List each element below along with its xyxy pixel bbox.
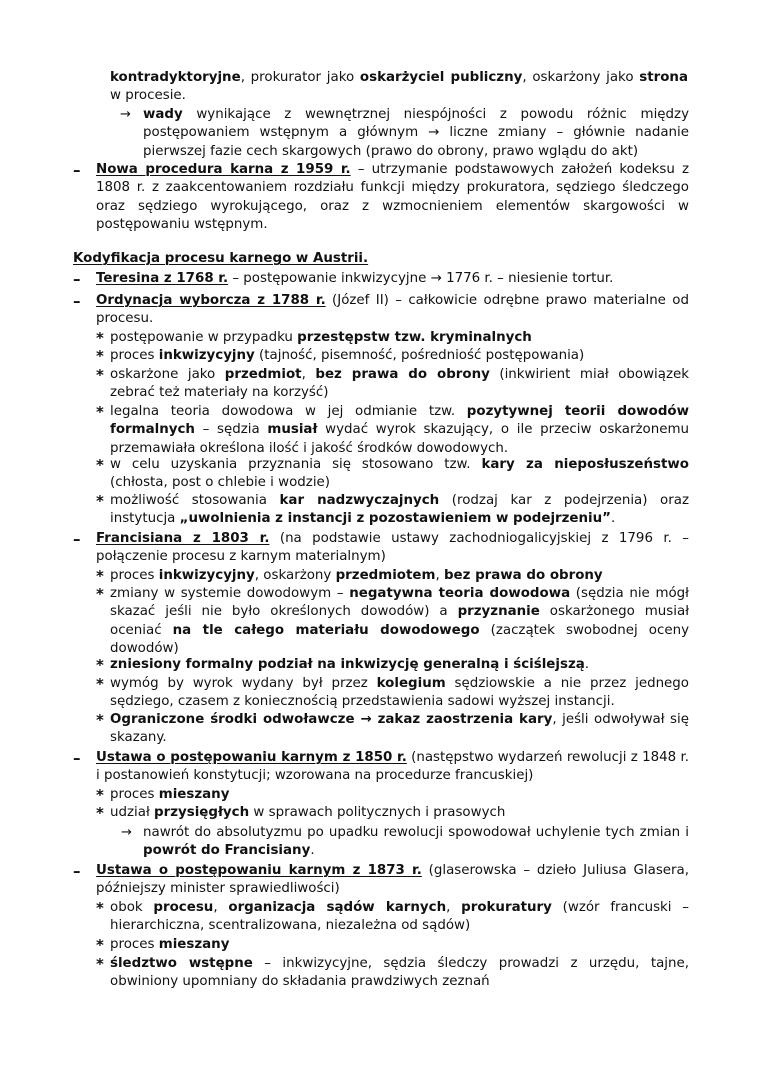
dash-marker: – <box>73 749 81 767</box>
text-run: obok <box>110 900 154 915</box>
text-run: (rodzaj kar z podejrzenia) oraz instytucja <box>110 493 689 527</box>
text-run: , prokurator jako <box>240 70 360 85</box>
list-item <box>110 403 689 458</box>
list-item <box>110 329 689 347</box>
text-run: (inkwirient miał obowiązek zebrać też materiały na korzyść) <box>110 367 690 401</box>
text-run: proces <box>110 348 159 363</box>
star-marker: * <box>96 955 104 973</box>
list-item <box>110 899 689 936</box>
bold-text: wady <box>143 107 183 122</box>
text-run: nawrót do absolutyzmu po upadku rewolucji spowodował uchylenie tych zmian i <box>143 825 689 840</box>
list-item <box>96 270 689 288</box>
text-run: wynikające z wewnętrznej niespójności z powodu różnic między postępowaniem wstępnym a głównym → liczne zmiany – głównie nadanie pierwszej fazie cech skargowych (prawo do obrony, prawo wglądu do akt) <box>143 107 689 159</box>
list-item <box>110 936 689 954</box>
section-heading <box>73 250 673 268</box>
list-item <box>143 106 689 161</box>
dash-marker: – <box>73 292 81 310</box>
bold-text: „uwolnienia z instancji z pozostawieniem w podejrzeniu” <box>179 511 611 527</box>
bold-text: negatywna teoria dowodowa <box>349 586 571 601</box>
underlined-title: Nowa procedura karna z 1959 r. <box>96 162 351 177</box>
text-run: . <box>610 511 616 527</box>
paragraph <box>110 69 688 106</box>
bold-text: mieszany <box>158 787 230 802</box>
list-item <box>110 675 689 712</box>
bold-text: kary za nieposłuszeństwo <box>481 457 689 472</box>
bold-text: prokuratury <box>461 900 552 915</box>
underlined-title: Kodyfikacja procesu karnego w Austrii. <box>73 251 369 266</box>
bold-text: kontradyktoryjne <box>110 70 241 85</box>
list-item <box>110 456 689 493</box>
bold-text: mieszany <box>158 937 230 952</box>
list-item <box>110 492 689 529</box>
star-marker: * <box>96 656 104 674</box>
bold-text: inkwizycyjny <box>158 568 255 583</box>
text-run: – postępowanie inkwizycyjne → 1776 r. – niesienie tortur. <box>228 271 614 286</box>
text-run: , <box>213 900 229 915</box>
text-run: wymóg by wyrok wydany był przez <box>110 676 377 691</box>
list-item <box>110 786 689 804</box>
text-run: (Józef II) – całkowicie odrębne prawo materialne od procesu. <box>96 293 689 327</box>
bold-text: kar nadzwyczajnych <box>279 493 440 508</box>
underlined-title: Ustawa o postępowaniu karnym z 1873 r. <box>96 863 422 878</box>
bold-text: przedmiotem <box>335 568 436 583</box>
text-run: , <box>301 367 316 382</box>
star-marker: * <box>96 936 104 954</box>
text-run: (na podstawie ustawy zachodniogalicyjskiej z 1796 r. – połączenie procesu z karnym materialnym) <box>96 531 690 565</box>
star-marker: * <box>96 585 104 603</box>
text-run: możliwość stosowania <box>110 493 280 508</box>
text-run: , <box>435 568 444 583</box>
list-item <box>96 292 689 329</box>
star-marker: * <box>96 786 104 804</box>
text-run: – utrzymanie podstawowych założeń kodeksu z 1808 r. z zaakcentowaniem rozdziału funkcji między prokuratora, sędziego śledczego oraz sędziego wyrokującego, oraz z wzmocnieniem elementów skargowości w postępowaniu wstępnym. <box>96 162 690 233</box>
bold-text: pozytywnej teorii dowodów formalnych <box>110 404 689 438</box>
text-run: , <box>446 900 462 915</box>
underlined-title: Teresina z 1768 r. <box>96 271 229 286</box>
arrow-marker: → <box>121 825 132 840</box>
text-run: proces <box>110 787 159 802</box>
text-run: , oskarżony <box>254 568 336 583</box>
text-run: zmiany w systemie dowodowym – <box>110 586 350 601</box>
bold-text: zniesiony formalny podział na inkwizycję generalną i ściślejszą <box>110 657 585 672</box>
bold-text: inkwizycyjny <box>158 348 255 363</box>
bold-text: przedmiot <box>224 367 302 382</box>
star-marker: * <box>96 403 104 421</box>
bold-text: powrót do Francisiany <box>143 843 311 859</box>
text-run: wydać wyrok skazujący, o ile przeciw oskarżonemu przemawiała określona ilość i jakość środków dowodowych. <box>110 422 689 456</box>
underlined-title: Francisiana z 1803 r. <box>96 531 270 546</box>
text-run: oskarżone jako <box>110 367 225 382</box>
list-item <box>110 585 689 659</box>
text-run: (chłosta, post o chlebie i wodzie) <box>110 475 330 491</box>
bold-text: oskarżyciel publiczny <box>359 70 523 85</box>
dash-marker: – <box>73 530 81 548</box>
bold-text: organizacja sądów karnych <box>228 900 447 915</box>
text-run: – sędzia <box>194 422 268 438</box>
text-run: legalna teoria dowodowa w jej odmianie tzw. <box>110 404 467 419</box>
star-marker: * <box>96 492 104 510</box>
text-run: w celu uzyskania przyznania się stosowano tzw. <box>110 457 482 472</box>
text-run: (glaserowska – dzieło Juliusa Glasera, późniejszy minister sprawiedliwości) <box>96 863 690 897</box>
bold-text: przestępstw tzw. kryminalnych <box>297 330 532 345</box>
text-run: – inkwizycyjne, sędzia śledczy prowadzi z urzędu, tajne, obwiniony upomniany do składania prawdziwych zeznań <box>110 956 689 990</box>
list-item <box>96 862 689 899</box>
list-item <box>110 567 689 585</box>
arrow-marker: → <box>120 107 131 122</box>
star-marker: * <box>96 711 104 729</box>
bold-text: przysięgłych <box>154 805 250 820</box>
underlined-title: Ordynacja wyborcza z 1788 r. <box>96 293 326 308</box>
star-marker: * <box>96 804 104 822</box>
bold-text: przyznanie <box>457 604 540 620</box>
bold-text: procesu <box>153 900 214 915</box>
bold-text: musiał <box>267 422 318 438</box>
bold-text: na tle całego materiału dowodowego <box>172 622 480 638</box>
list-item <box>143 824 689 861</box>
dash-marker: – <box>73 862 81 880</box>
star-marker: * <box>96 899 104 917</box>
bold-text: śledztwo wstępne <box>110 956 253 971</box>
star-marker: * <box>96 366 104 384</box>
list-item <box>96 749 689 786</box>
star-marker: * <box>96 347 104 365</box>
star-marker: * <box>96 456 104 474</box>
list-item <box>110 366 689 403</box>
bold-text: strona <box>639 70 688 85</box>
bold-text: Ograniczone środki odwoławcze → zakaz zaostrzenia kary <box>110 712 553 727</box>
text-run: oskarżonego musiał oceniać <box>110 604 689 638</box>
text-run: . <box>584 657 590 672</box>
list-item <box>96 161 689 235</box>
star-marker: * <box>96 567 104 585</box>
text-run: (następstwo wydarzeń rewolucji z 1848 r. i postanowień konstytucji; wzorowana na procedurze francuskiej) <box>96 750 689 784</box>
text-run: sędziowskie a nie przez jednego sędziego, czasem z koniecznością przedstawienia sadowi wyższej instancji. <box>110 676 689 710</box>
star-marker: * <box>96 329 104 347</box>
text-run: w procesie. <box>110 88 186 104</box>
text-run: , jeśli odwoływał się skazany. <box>110 712 689 746</box>
list-item <box>110 347 689 365</box>
text-run: (zaczątek swobodnej oceny dowodów) <box>110 622 689 657</box>
text-run: , oskarżony jako <box>522 70 640 85</box>
text-run: w sprawach politycznych i prasowych <box>249 805 506 820</box>
underlined-title: Ustawa o postępowaniu karnym z 1850 r. <box>96 750 407 765</box>
list-item <box>110 955 689 992</box>
list-item <box>110 656 689 674</box>
dash-marker: – <box>73 270 81 288</box>
list-item <box>110 711 689 748</box>
text-run: proces <box>110 937 159 952</box>
text-run: (sędzia nie mógł skazać jeśli nie było określonych dowodów) a <box>110 586 689 620</box>
text-run: proces <box>110 568 159 583</box>
bold-text: bez prawa do obrony <box>315 367 490 382</box>
text-run: . <box>310 843 315 859</box>
list-item <box>110 804 689 822</box>
text-run: postępowanie w przypadku <box>110 330 298 345</box>
text-run: (tajność, pisemność, pośredniość postępowania) <box>254 348 585 363</box>
dash-marker: – <box>73 161 81 179</box>
bold-text: bez prawa do obrony <box>443 568 603 583</box>
text-run: (wzór francuski – hierarchiczna, scentralizowana, niezależna od sądów) <box>110 900 689 934</box>
list-item <box>96 530 689 567</box>
bold-text: kolegium <box>376 676 446 691</box>
star-marker: * <box>96 675 104 693</box>
text-run: udział <box>110 805 155 820</box>
